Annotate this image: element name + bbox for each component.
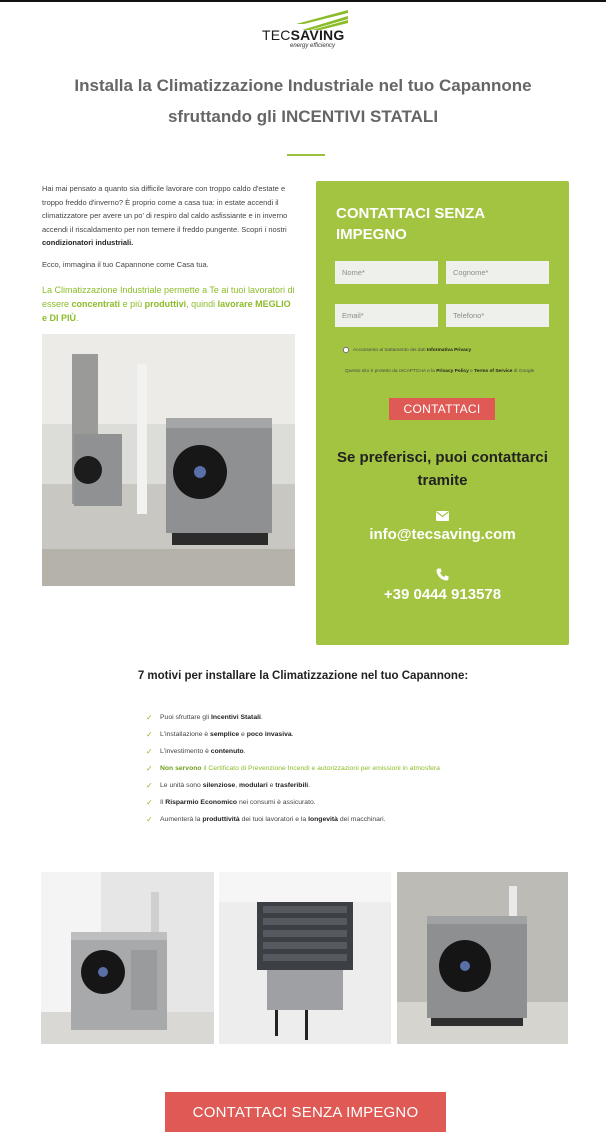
envelope-icon [436,511,449,521]
reasons-title: 7 motivi per installare la Climatizzazione nel tuo Capannone: [137,670,469,682]
telefono-input[interactable] [446,304,549,327]
cta-contact-button[interactable]: CONTATTACI SENZA IMPEGNO [165,1092,446,1132]
logo[interactable] [262,10,352,48]
list-item: ✓ Il Risparmio Economico nei consumi è assicurato. [146,798,316,807]
recaptcha-notice: Questo sito è protetto da reCAPTCHA e la Privacy Policy e Terms of Service di Google [345,369,535,374]
list-item: ✓ L'investimento è contenuto. [146,747,246,756]
cognome-input[interactable] [446,261,549,284]
gallery-photo-3 [397,872,568,1044]
list-item: ✓ Non servono il Certificato di Prevenzione Incendi e autorizzazioni per emissioni in atmosfera [146,764,440,773]
headline-divider [287,154,325,156]
check-icon: ✓ [146,713,153,722]
privacy-label: Acconsento al trattamento dei dati [353,347,426,353]
privacy-checkbox[interactable] [343,347,349,353]
contact-form-panel [316,181,569,645]
contact-alternative-text: Se preferisci, puoi contattarci tramite [337,449,548,489]
intro-highlight: La Climatizzazione Industriale permette a Te ai tuoi lavoratori di essere concentrati e più produttivi, quindi lavorare MEGLIO e DI PIÙ. [42,285,295,323]
email-input[interactable] [335,304,438,327]
privacy-link[interactable]: Informativa Privacy [426,347,472,353]
check-icon: ✓ [146,781,153,790]
form-title: CONTATTACI SENZA IMPEGNO [336,205,485,243]
terms-link[interactable]: Terms of Service [474,369,513,374]
logo-tagline: energy efficiency [290,43,336,49]
intro-paragraph-2: Ecco, immagina il tuo Capannone come Casa tua. [42,259,209,269]
check-icon: ✓ [146,815,153,824]
check-icon: ✓ [146,730,153,739]
nome-input[interactable] [335,261,438,284]
gallery-photo-2 [219,872,391,1044]
check-icon: ✓ [146,747,153,756]
gallery-photo-1 [41,872,214,1044]
intro-paragraph-1: Hai mai pensato a quanto sia difficile lavorare con troppo caldo d'estate e troppo freddo d'inverno? È proprio come a casa tua: in estate accendi il climatizzatore per avere un po' di respiro dal caldo asfissiante e in inverno accendi il riscaldamento per non temere il freddo pungente. Scopri i nostri condizionatori industriali. [42,184,288,247]
privacy-policy-link[interactable]: Privacy Policy [436,369,469,374]
list-item: ✓ Le unità sono silenziose, modulari e trasferibili. [146,781,311,790]
intro-text [42,182,297,279]
privacy-consent [343,347,543,353]
page-headline: Installa la Climatizzazione Industriale nel tuo Capannone sfruttando gli INCENTIVI STATALI [74,76,532,126]
check-icon: ✓ [146,798,153,807]
phone-icon [436,568,449,581]
logo-wordmark: TECSAVING [262,27,345,43]
list-item: ✓ Puoi sfruttare gli Incentivi Statali. [146,713,263,722]
submit-button[interactable]: CONTATTACI [389,398,495,420]
email-link[interactable]: info@tecsaving.com [369,526,516,543]
reasons-list [146,712,456,831]
main-photo-outdoor-units [42,334,295,586]
phone-link[interactable]: +39 0444 913578 [383,586,502,603]
list-item: ✓ Aumenterà la produttività dei tuoi lavoratori e la longevità dei macchinari. [146,815,386,824]
check-icon: ✓ [146,764,153,773]
list-item: ✓ L'installazione è semplice e poco invasiva. [146,730,294,739]
